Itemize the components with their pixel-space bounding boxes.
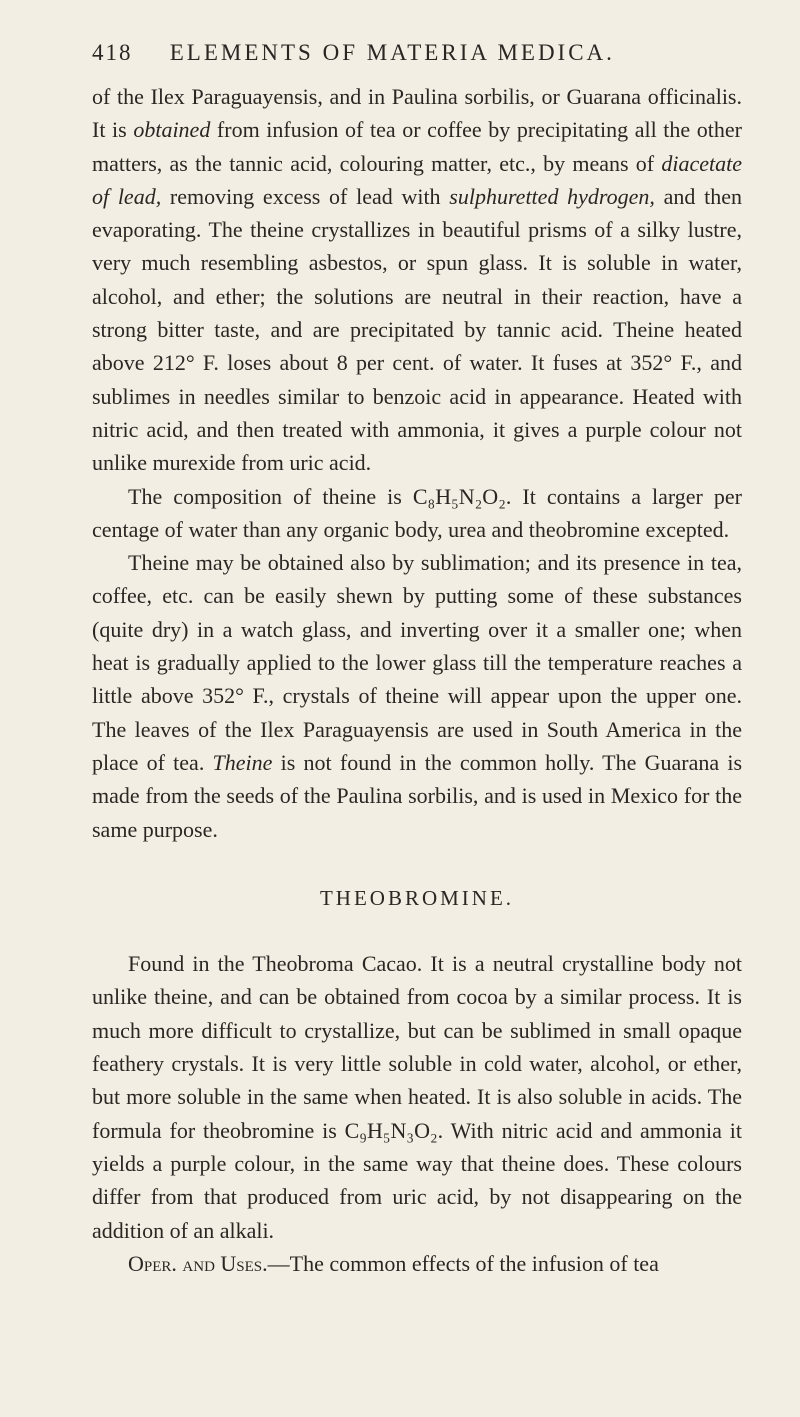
section-heading: THEOBROMINE. [319, 885, 515, 910]
italic-text: sulphuretted hydrogen, [449, 183, 655, 209]
page-body [92, 80, 742, 1280]
page-header [92, 40, 740, 66]
paragraph-2: The composition of theine is C₈H₅N₂O₂. It contains a larger per centage of water than any organic body, urea and theobromine excepted. [92, 483, 742, 542]
paragraph-text: is not found in the common holly. The Guarana is made from the seeds of the Paulina sorbilis, and is used in Mexico for the same purpose. [92, 749, 743, 842]
paragraph-3 [92, 546, 742, 846]
paragraph-text: Theine may be obtained also by sublimation; and its presence in tea, coffee, etc. can be easily shewn by putting some of these substances (quite dry) in a watch glass, and inverting over it a smaller one; when heat is gradually applied to the lower glass till the temperature reaches a little above 352° F., crystals of theine will appear upon the upper one. The leaves of the Ilex Paraguayensis are used in South America in the place of tea. [92, 550, 742, 775]
paragraph-text: from infusion of tea or coffee by precipitating all the other matters, as the tannic acid, colouring matter, etc., by means of [92, 117, 742, 176]
page-number: 418 [92, 40, 133, 65]
section-paragraph-2 [92, 1247, 742, 1280]
italic-text: Theine [212, 749, 273, 775]
paragraph-1 [92, 80, 742, 480]
paragraph-text: removing excess of lead with [161, 183, 450, 209]
italic-text: diacetate of lead, [92, 150, 742, 209]
running-title: ELEMENTS OF MATERIA MEDICA. [169, 40, 615, 65]
paragraph-text: and then evaporating. The theine crystallizes in beautiful prisms of a silky lustre, very much resembling asbestos, or spun glass. It is soluble in water, alcohol, and ether; the solutions are neutral in their reaction, have a strong bitter taste, and are precipitated by tannic acid. Theine heated above 212° F. loses about 8 per cent. of water. It fuses at 352° F., and sublimes in needles similar to benzoic acid in appearance. Heated with nitric acid, and then treated with ammonia, it gives a purple colour not unlike murexide from uric acid. [92, 183, 742, 476]
paragraph-text: of the Ilex Paraguayensis, and in Paulina sorbilis, or Guarana officinalis. It is [92, 84, 742, 143]
paragraph-text: —The common effects of the infusion of tea [267, 1250, 659, 1276]
section-paragraph-1: Found in the Theobroma Cacao. It is a neutral crystalline body not unlike theine, and can be obtained from cocoa by a similar process. It is much more difficult to crystallize, but can be sublimed in small opaque feathery crystals. It is very little soluble in cold water, alcohol, or ether, but more soluble in the same when heated. It is also soluble in acids. The formula for theobromine is C₉H₅N₃O₂. With nitric acid and ammonia it yields a purple colour, in the same way that theine does. These colours differ from that produced from uric acid, by not disappearing on the addition of an alkali. [92, 951, 742, 1243]
small-caps-heading: Oper. and Uses. [128, 1250, 268, 1276]
italic-text: obtained [133, 117, 211, 143]
